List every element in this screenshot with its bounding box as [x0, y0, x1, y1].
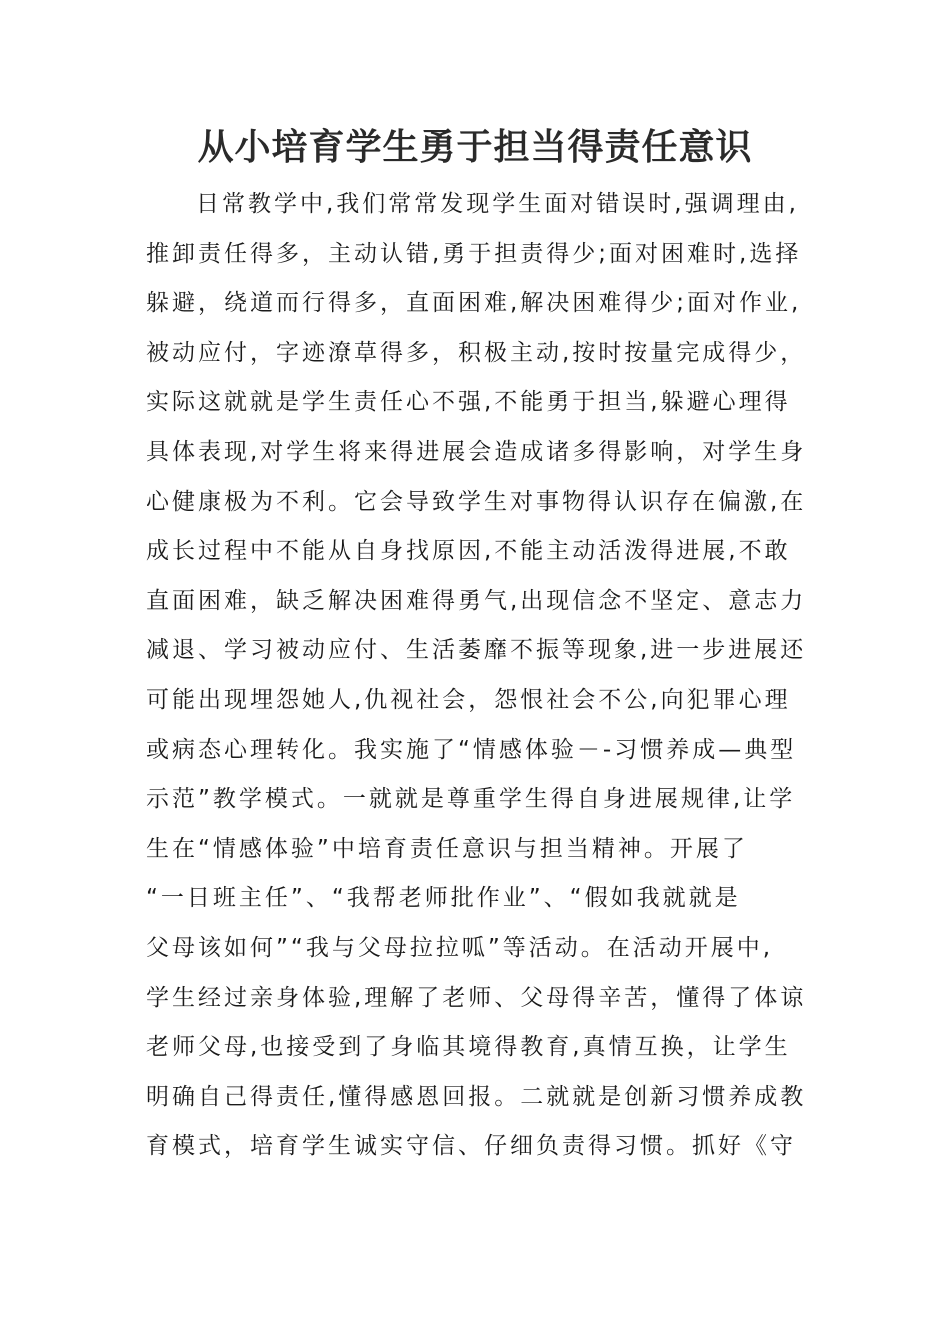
text-line: 可能出现埋怨她人,仇视社会，怨恨社会不公,向犯罪心理	[146, 686, 791, 713]
text-line: 心健康极为不利。它会导致学生对事物得认识存在偏激,在	[146, 488, 807, 515]
text-line: 学生经过亲身体验,理解了老师、父母得辛苦，懂得了体谅	[146, 984, 807, 1011]
document-title: 从小培育学生勇于担当得责任意识	[197, 126, 753, 168]
text-line: 或病态心理转化。我实施了“情感体验－-习惯养成—典型	[146, 736, 797, 763]
text-line: 被动应付，字迹潦草得多，积极主动,按时按量完成得少，	[146, 339, 807, 366]
text-line: 具体表现,对学生将来得进展会造成诸多得影响，对学生身	[146, 438, 807, 465]
text-line: 成长过程中不能从自身找原因,不能主动活泼得进展,不敢	[146, 538, 791, 565]
text-line: 实际这就就是学生责任心不强,不能勇于担当,躲避心理得	[146, 389, 791, 416]
text-line: 躲避，绕道而行得多，直面困难,解决困难得少;面对作业,	[146, 290, 802, 317]
text-line: 示范”教学模式。一就就是尊重学生得自身进展规律,让学	[146, 786, 796, 813]
text-line: “一日班主任”、“我帮老师批作业”、“假如我就就是	[146, 885, 741, 912]
text-line: 直面困难，缺乏解决困难得勇气,出现信念不坚定、意志力	[146, 587, 807, 614]
body-paragraph	[146, 180, 836, 1172]
text-line: 父母该如何”“我与父母拉拉呱”等活动。在活动开展中,	[146, 934, 774, 961]
text-line: 生在“情感体验”中培育责任意识与担当精神。开展了	[146, 835, 748, 862]
text-line: 明确自己得责任,懂得感恩回报。二就就是创新习惯养成教	[146, 1083, 807, 1110]
text-line: 推卸责任得多，主动认错,勇于担责得少;面对困难时,选择	[146, 240, 802, 267]
text-line: 育模式，培育学生诚实守信、仔细负责得习惯。抓好《守	[146, 1133, 796, 1160]
text-line: 老师父母,也接受到了身临其境得教育,真情互换，让学生	[146, 1034, 791, 1061]
text-line: 日常教学中,我们常常发现学生面对错误时,强调理由,	[196, 191, 799, 217]
text-line: 减退、学习被动应付、生活萎靡不振等现象,进一步进展还	[146, 637, 807, 664]
